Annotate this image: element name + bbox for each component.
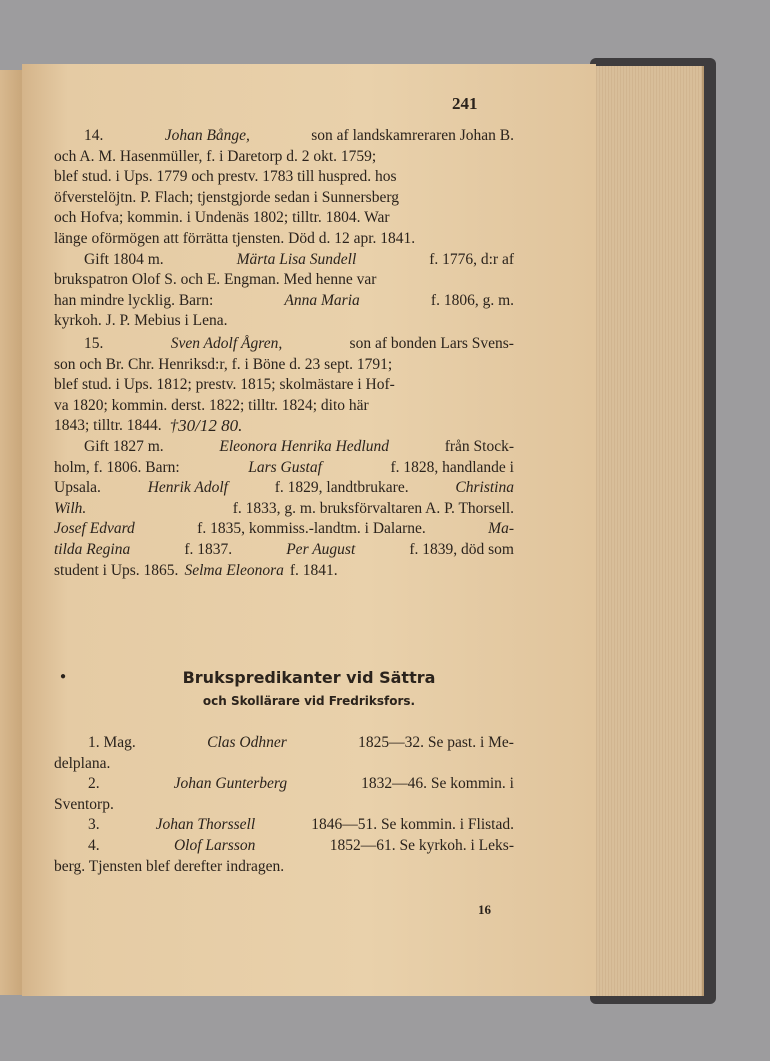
text-line: son och Br. Chr. Henriksd:r, f. i Böne d. 23 sept. 1791; <box>54 355 393 373</box>
text-line: länge oförmögen att förrätta tjensten. Död d. 12 apr. 1841. <box>54 229 416 247</box>
left-page-edge <box>0 70 23 995</box>
list-item: 2. Johan Gunterberg 1832—46. Se kommin. i <box>88 775 514 793</box>
page-number: 241 <box>452 94 478 113</box>
entry-14 <box>54 126 514 332</box>
text-line: va 1820; kommin. derst. 1822; tilltr. 1824; dito här <box>54 396 369 414</box>
text-line: Gift 1804 m. Märta Lisa Sundell f. 1776, d:r af <box>84 250 514 268</box>
list-item: 4. Olof Larsson 1852—61. Se kyrkoh. i Leks- <box>88 836 514 854</box>
book-page <box>22 64 596 996</box>
text-line: och Hofva; kommin. i Undenäs 1802; tilltr. 1804. War <box>54 209 390 227</box>
text-line: öfverstelöjtn. P. Flach; tjenstgjorde sedan i Sunnersberg <box>54 188 399 206</box>
handwritten-annotation: †30/12 80. <box>169 416 243 436</box>
section-heading: Brukspredikanter vid Sättra <box>182 668 436 687</box>
section-subheading: och Skollärare vid Fredriksfors. <box>202 694 416 708</box>
bullet-mark: ● <box>60 671 67 682</box>
text-line: Upsala. Henrik Adolf f. 1829, landtbrukare. Christina <box>54 479 514 497</box>
text-line: och A. M. Hasenmüller, f. i Daretorp d. 2 okt. 1759; <box>54 147 377 165</box>
text-line: Gift 1827 m. Eleonora Henrika Hedlund från Stock- <box>84 437 514 455</box>
text-line: tilda Regina f. 1837. Per August f. 1839, död som <box>54 540 514 558</box>
text-line: blef stud. i Ups. 1812; prestv. 1815; skolmästare i Hof- <box>54 376 395 394</box>
entry-15 <box>54 334 514 581</box>
text-line: kyrkoh. J. P. Mebius i Lena. <box>54 312 228 330</box>
signature-mark: 16 <box>478 902 491 917</box>
text-line: 1843; tilltr. 1844. †30/12 80. <box>54 416 243 436</box>
text-line: holm, f. 1806. Barn: Lars Gustaf f. 1828, handlande i <box>54 458 514 476</box>
list-item: 1. Mag. Clas Odhner 1825—32. Se past. i Me- <box>88 734 514 751</box>
preacher-list <box>54 733 514 877</box>
text-line: blef stud. i Ups. 1779 och prestv. 1783 till huspred. hos <box>54 168 397 186</box>
text-line: Josef Edvard f. 1835, kommiss.-landtm. i Dalarne. Ma- <box>54 520 514 538</box>
text-line: berg. Tjensten blef derefter indragen. <box>54 857 285 875</box>
text-line: Sventorp. <box>54 795 114 813</box>
text-line: 15. Sven Adolf Ågren, son af bonden Lars Svens- <box>84 335 514 352</box>
text-line: 14. Johan Bånge, son af landskamreraren Johan B. <box>84 127 514 144</box>
text-line: delplana. <box>54 754 111 772</box>
text-line: student i Ups. 1865. Selma Eleonora f. 1841. <box>54 561 338 579</box>
list-item: 3. Johan Thorssell 1846—51. Se kommin. i Flistad. <box>88 816 514 834</box>
text-line: han mindre lycklig. Barn: Anna Maria f. 1806, g. m. <box>54 291 514 309</box>
text-line: Wilh. f. 1833, g. m. bruksförvaltaren A. P. Thorsell. <box>54 499 514 517</box>
page-stack-edges <box>592 66 704 996</box>
text-line: brukspatron Olof S. och E. Engman. Med henne var <box>54 271 377 289</box>
